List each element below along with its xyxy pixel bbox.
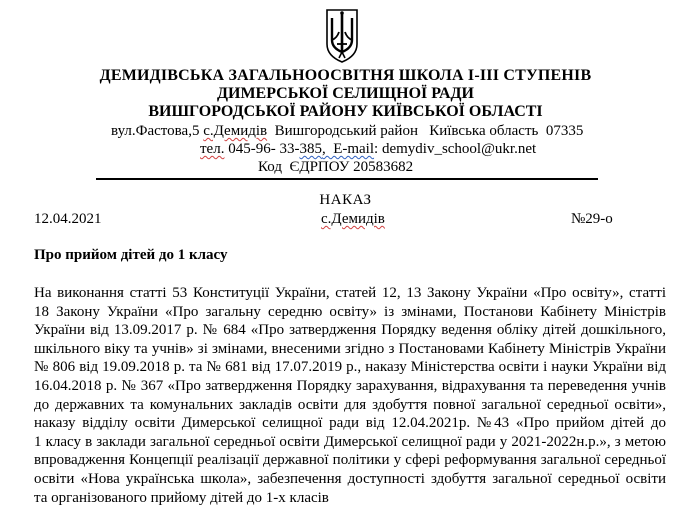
body-line: шкільного віку та учнів» зі змінами, внесеними згідно з Постановами Кабінету Міністрів України	[34, 340, 666, 357]
village-name: с.Демидів	[203, 123, 268, 139]
body-line: впровадження Концепції реалізації державної політики у сфері реформування загальної середньої	[34, 452, 666, 469]
school-name-line-3: ВИШГОРОДСЬКОЇ РАЙОНУ КИЇВСЬКОЇ ОБЛАСТІ	[148, 103, 543, 120]
header-divider	[96, 178, 598, 180]
street-prefix: вул.Фастова,5	[111, 123, 204, 139]
body-line: 16.04.2018 р. № 367 «Про затвердження Порядку зарахування, відрахування та переведення учнів	[34, 377, 666, 394]
tel-number: 045-96- 33-	[224, 141, 300, 157]
order-subject: Про прийом дітей до 1 класу	[34, 247, 228, 263]
email-value: : demydiv_school@ukr.net	[374, 141, 537, 157]
order-title: НАКАЗ	[319, 192, 372, 208]
body-line: № 806 від 19.09.2018 р. та № 681 від 17.07.2019 р., наказу Міністерства освіти і науки України від	[34, 359, 666, 376]
order-body	[34, 284, 666, 507]
tel-label: тел.	[200, 141, 225, 157]
ukraine-trident-emblem-icon	[325, 8, 359, 64]
order-date: 12.04.2021	[34, 211, 102, 227]
body-line: 18 Закону України «Про загальну середню освіту» із змінами, Постанови Кабінету Міністрів	[34, 303, 666, 320]
school-name-line-2: ДИМЕРСЬКОЇ СЕЛИЩНОЇ РАДИ	[216, 85, 474, 102]
email-label: , E-mail	[321, 141, 375, 157]
order-place: с.Демидів	[321, 211, 385, 227]
body-line: України від 13.09.2017 р. № 684 «Про затвердження Порядку ведення обліку дітей дошкільного,	[34, 322, 666, 339]
school-name-line-1: ДЕМИДІВСЬКА ЗАГАЛЬНООСВІТНЯ ШКОЛА І-ІІІ СТУПЕНІВ	[99, 67, 592, 84]
body-line: освіти «Нова українська школа», забезпечення доступності здобуття загальної середньої освіти	[34, 470, 666, 487]
tel-last-digits: 385	[299, 141, 322, 157]
region-text: Вишгородський район Київська область 07335	[267, 123, 584, 139]
body-line: 1 класу в заклади загальної середньої освіти Димерської селищної ради у 2021-2022н.р.», з метою	[34, 433, 666, 450]
body-line: до державних та комунальних закладів освіти для здобуття повної загальної середньої освіти»,	[34, 396, 666, 413]
body-line: На виконання статті 53 Конституції України, статей 12, 13 Закону України «Про освіту», статті	[34, 285, 666, 301]
order-number: №29-о	[571, 211, 613, 227]
registry-code: Код ЄДРПОУ 20583682	[258, 159, 414, 175]
body-line: наказу відділу освіти Димерської селищної ради від 12.04.2021р. №43 «Про прийом дітей до	[34, 415, 666, 432]
body-line: та організованого прийому дітей до 1-х класів	[34, 489, 329, 506]
